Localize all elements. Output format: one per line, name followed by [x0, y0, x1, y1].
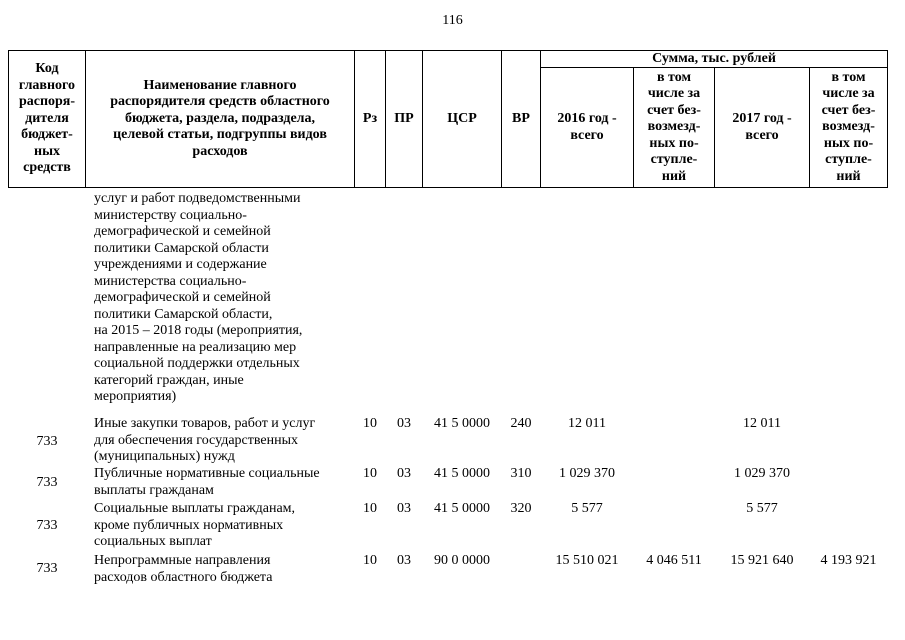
- row-code: 733: [36, 518, 58, 533]
- header-vr: ВР: [501, 50, 541, 188]
- row-name: Социальные выплаты гражданам, кроме публичных нормативных социальных выплат: [94, 501, 296, 549]
- header-2017-free: в том числе за счет без-возмезд-ных по-ступле-ний: [809, 67, 888, 188]
- header-2016-total: 2016 год - всего: [540, 67, 634, 188]
- row-pr: 03: [397, 416, 411, 431]
- row-rz: 10: [363, 466, 377, 481]
- row-rz: 10: [363, 416, 377, 431]
- row-rz: 10: [363, 553, 377, 568]
- row-rz: 10: [363, 501, 377, 516]
- row-2016-total: 15 510 021: [555, 553, 619, 568]
- row-code: 733: [36, 434, 58, 449]
- header-csr: ЦСР: [422, 50, 502, 188]
- header-pr: ПР: [385, 50, 423, 188]
- row-2016-free: 4 046 511: [646, 553, 702, 568]
- row-vr: 310: [510, 466, 532, 481]
- row-code: 733: [36, 475, 58, 490]
- page-number: 116: [442, 13, 463, 28]
- row-csr: 41 5 0000: [434, 416, 490, 431]
- row-2017-total: 5 577: [746, 501, 778, 516]
- header-rz: Рз: [354, 50, 386, 188]
- row-pr: 03: [397, 501, 411, 516]
- row-name: Публичные нормативные социальные выплаты гражданам: [94, 466, 320, 498]
- row-2017-free: 4 193 921: [820, 553, 877, 568]
- row-vr: 320: [510, 501, 532, 516]
- header-code: Код главного распоря-дителя бюджет-ных средств: [8, 50, 86, 188]
- header-2017-total: 2017 год - всего: [714, 67, 810, 188]
- row-name: Иные закупки товаров, работ и услуг для обеспечения государственных (муниципальных) нужд: [94, 416, 316, 464]
- row-csr: 41 5 0000: [434, 466, 490, 481]
- row-csr: 41 5 0000: [434, 501, 490, 516]
- row-code: 733: [36, 561, 58, 576]
- continuation-text: услуг и работ подведомственными министерству социально- демографической и семейной политики Самарской области учреждениями и содержание министерства социально- демографической и семейной политики Самарской области, на 2015 – 2018 годы (мероприятия, направленные на реализацию мер социальной поддержки отдельных категорий граждан, иные мероприятия): [94, 191, 303, 404]
- row-2017-total: 12 011: [743, 416, 781, 431]
- row-pr: 03: [397, 553, 411, 568]
- row-csr: 90 0 0000: [434, 553, 490, 568]
- row-vr: 240: [510, 416, 532, 431]
- row-pr: 03: [397, 466, 411, 481]
- header-sum-group: Сумма, тыс. рублей: [540, 50, 888, 68]
- header-2016-free: в том числе за счет без-возмезд-ных по-ступле-ний: [633, 67, 715, 188]
- row-2016-total: 5 577: [571, 501, 603, 516]
- header-name: Наименование главного распорядителя средств областного бюджета, раздела, подраздела, целевой статьи, подгруппы видов расходов: [85, 50, 355, 188]
- row-2017-total: 1 029 370: [734, 466, 790, 481]
- row-name: Непрограммные направления расходов областного бюджета: [94, 553, 273, 585]
- row-2016-total: 12 011: [568, 416, 606, 431]
- row-2017-total: 15 921 640: [730, 553, 794, 568]
- row-2016-total: 1 029 370: [559, 466, 615, 481]
